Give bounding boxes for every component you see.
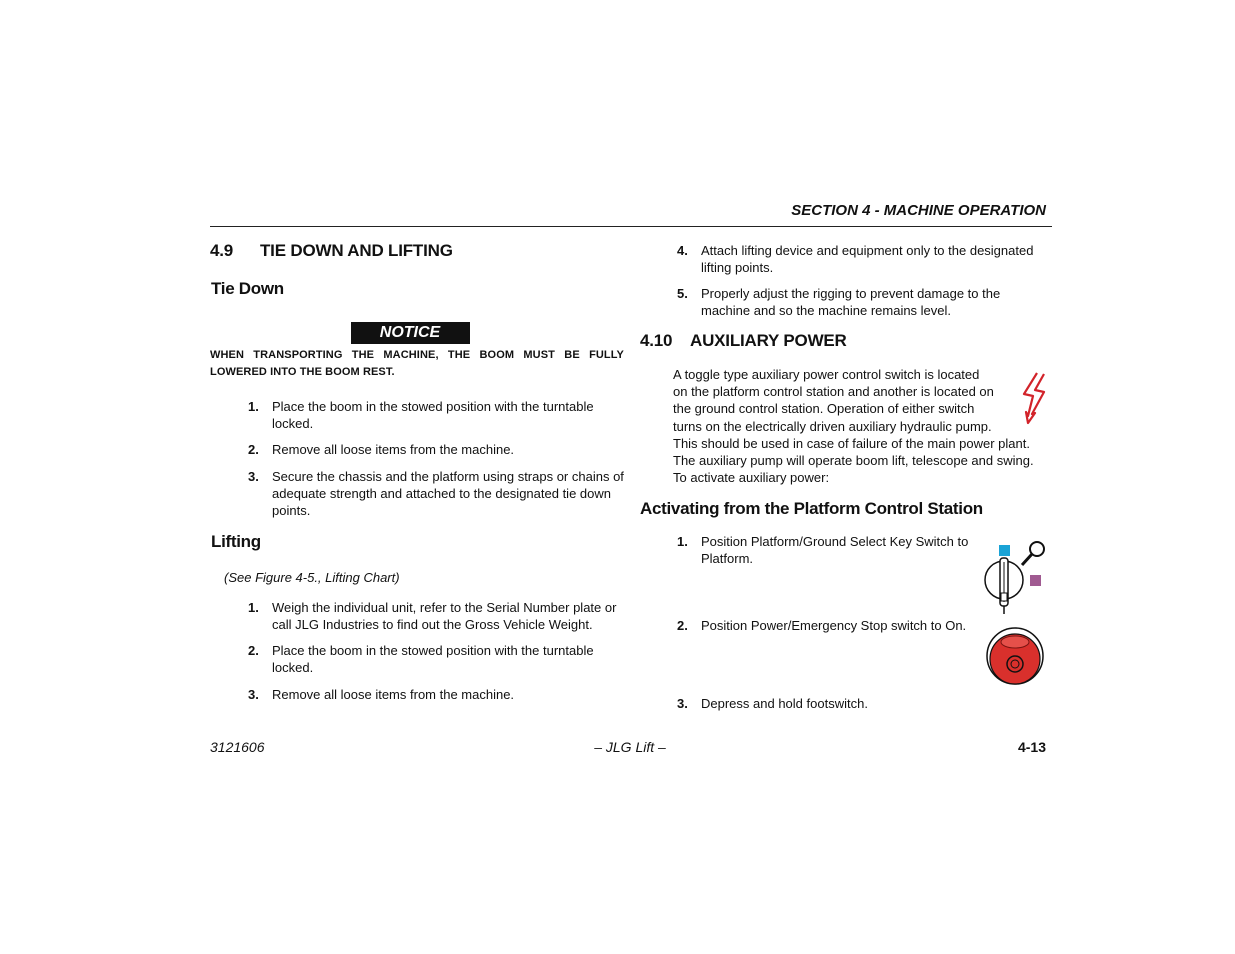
section-header: SECTION 4 - MACHINE OPERATION <box>791 202 1046 219</box>
paragraph-line: This should be used in case of failure of the main power plant. <box>673 435 1030 451</box>
section-4-9-heading <box>210 241 453 261</box>
item-text <box>701 285 1051 319</box>
item-text: Remove all loose items from the machine. <box>272 442 515 457</box>
paragraph-line: A toggle type auxiliary power control switch is located <box>673 367 980 382</box>
paragraph-line: the ground control station. Operation of either switch <box>673 401 975 417</box>
item-line: locked. <box>272 416 314 432</box>
item-line: Attach lifting device and equipment only to the designated <box>701 243 1034 258</box>
section-number: 4.10 <box>640 331 673 350</box>
item-text <box>272 642 628 676</box>
page-number: 4-13 <box>1017 739 1046 755</box>
item-number: 3. <box>248 687 259 702</box>
notice-text: WHEN TRANSPORTING THE MACHINE, THE BOOM MUST BE FULLY LOWERED INTO THE BOOM REST. <box>210 349 624 378</box>
item-text: Remove all loose items from the machine. <box>272 687 515 702</box>
item-number: 1. <box>677 534 688 549</box>
item-text <box>272 599 628 633</box>
document-number: 3121606 <box>210 739 265 755</box>
paragraph-line: To activate auxiliary power: <box>673 470 830 486</box>
paragraph-line: on the platform control station and another is located on <box>673 384 994 400</box>
electric-bolt-icon <box>1018 370 1050 426</box>
item-text <box>701 533 981 567</box>
notice-label: NOTICE <box>379 324 441 341</box>
item-line: Place the boom in the stowed position with the turntable <box>272 399 594 414</box>
header-rule <box>210 226 1052 227</box>
item-number: 3. <box>248 469 259 484</box>
lifting-heading: Lifting <box>211 532 261 551</box>
item-line: adequate strength and attached to the designated tie down <box>272 486 611 502</box>
section-title: TIE DOWN AND LIFTING <box>260 241 453 260</box>
section-number: 4.9 <box>210 241 234 260</box>
item-text <box>272 398 624 432</box>
footer-center-title: – JLG Lift – <box>594 739 666 755</box>
paragraph-line: The auxiliary pump will operate boom lift, telescope and swing. <box>673 453 1034 469</box>
item-text <box>701 242 1051 276</box>
item-line: lifting points. <box>701 260 774 276</box>
section-title: AUXILIARY POWER <box>690 331 847 350</box>
paragraph-line: turns on the electrically driven auxiliary hydraulic pump. <box>673 418 992 434</box>
item-number: 3. <box>677 696 688 711</box>
tie-down-heading: Tie Down <box>211 279 284 298</box>
item-line: Position Platform/Ground Select Key Switch to <box>701 534 969 549</box>
lifting-figure-reference: (See Figure 4-5., Lifting Chart) <box>224 570 400 585</box>
item-line: Weigh the individual unit, refer to the Serial Number plate or <box>272 600 617 615</box>
emergency-stop-button-icon <box>984 626 1046 686</box>
item-number: 2. <box>677 618 688 633</box>
item-text <box>272 468 628 520</box>
item-line: machine and so the machine remains level. <box>701 303 952 319</box>
item-number: 1. <box>248 600 259 615</box>
item-line: locked. <box>272 660 314 676</box>
item-number: 1. <box>248 399 259 414</box>
activating-heading: Activating from the Platform Control Station <box>640 499 983 518</box>
item-number: 5. <box>677 286 688 301</box>
item-line: Secure the chassis and the platform using straps or chains of <box>272 469 624 484</box>
item-line: Properly adjust the rigging to prevent damage to the <box>701 286 1001 301</box>
auxiliary-power-paragraph <box>673 366 1063 486</box>
item-number: 2. <box>248 442 259 457</box>
item-text: Depress and hold footswitch. <box>701 696 868 711</box>
section-4-10-heading <box>640 331 847 351</box>
item-text: Position Power/Emergency Stop switch to On. <box>701 618 967 633</box>
key-switch-icon <box>980 538 1050 618</box>
item-number: 2. <box>248 643 259 658</box>
item-line: points. <box>272 503 311 519</box>
item-line: Place the boom in the stowed position with the turntable <box>272 643 594 658</box>
item-number: 4. <box>677 243 688 258</box>
item-line: call JLG Industries to find out the Gross Vehicle Weight. <box>272 617 593 633</box>
item-line: Platform. <box>701 551 754 567</box>
